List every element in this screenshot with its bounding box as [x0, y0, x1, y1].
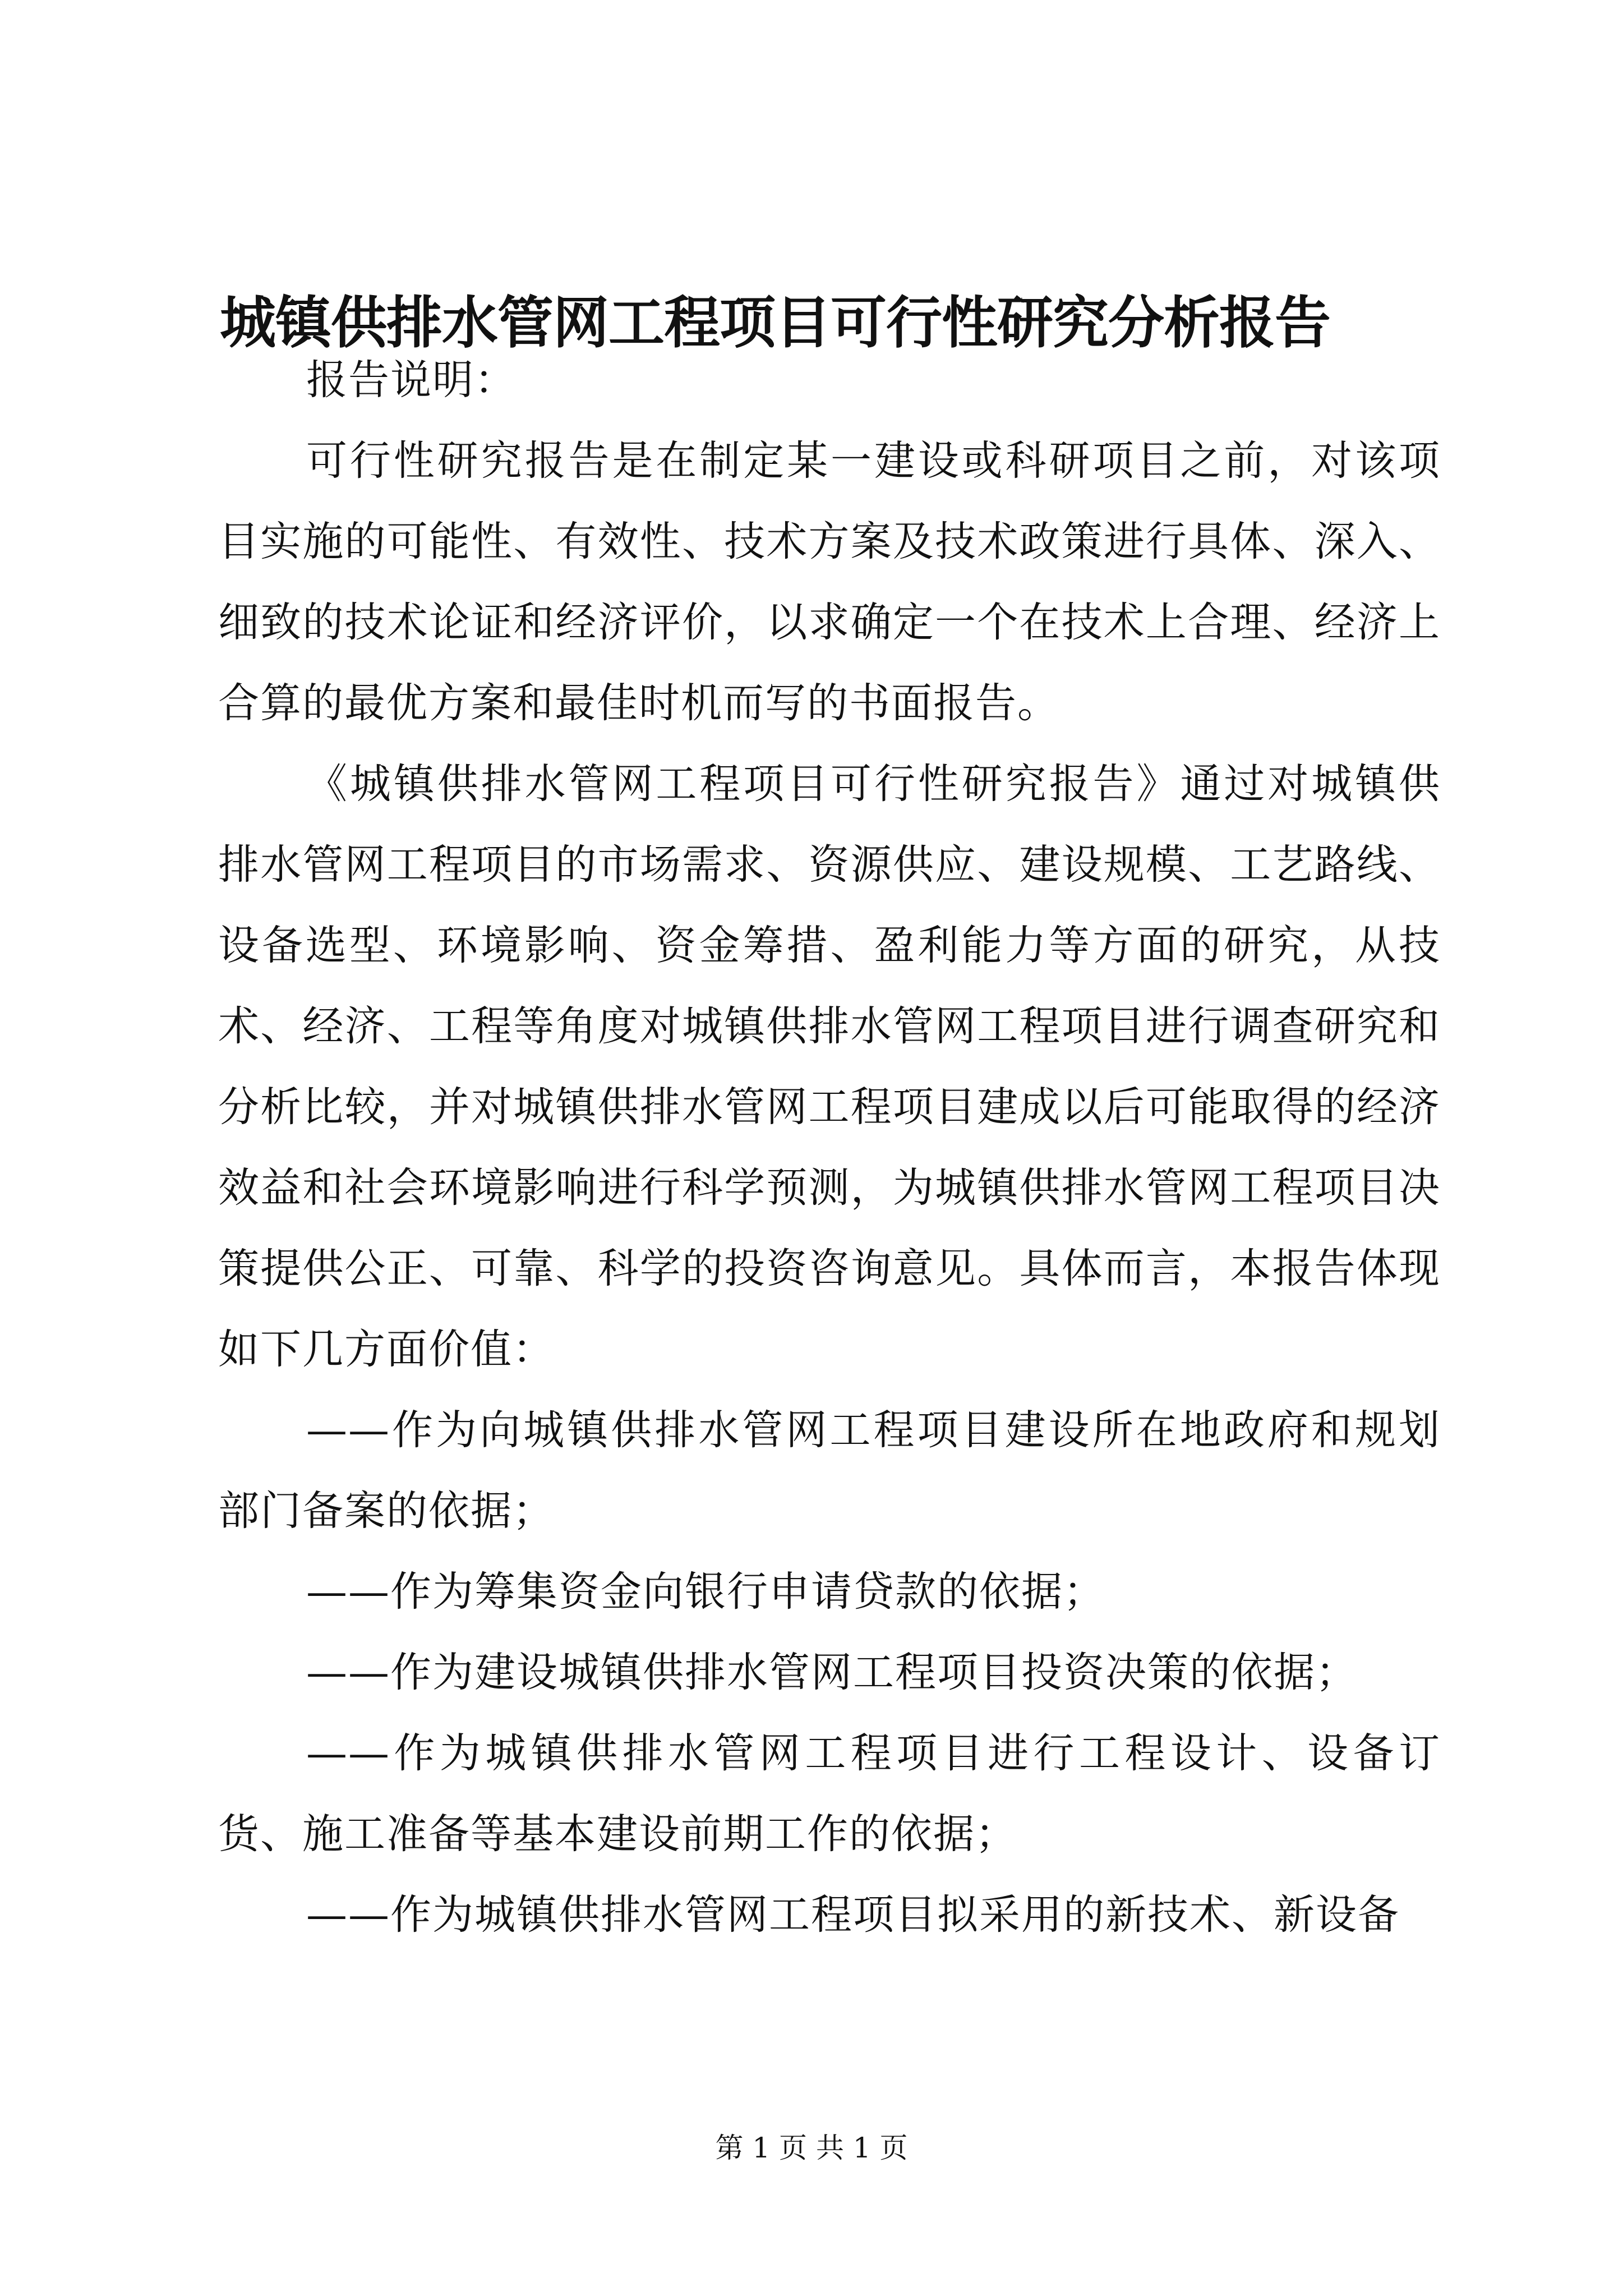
value-item-new-technology: ——作为城镇供排水管网工程项目拟采用的新技术、新设备	[306, 1891, 1400, 1939]
value-item-preconstruction-work: ——作为城镇供排水管网工程项目进行工程设计、设备订货、施工准备等基本建设前期工作的依据；	[218, 1729, 1441, 1858]
document-title: 城镇供排水管网工程项目可行性研究分析报告	[220, 289, 1330, 356]
document-body	[218, 340, 1441, 1955]
value-item-government-filing: ——作为向城镇供排水管网工程项目建设所在地政府和规划部门备案的依据；	[218, 1406, 1441, 1535]
page-number-footer: 第 1 页 共 1 页	[715, 2132, 908, 2164]
value-item-investment-decision: ——作为建设城镇供排水管网工程项目投资决策的依据；	[306, 1649, 1358, 1696]
report-overview-paragraph: 《城镇供排水管网工程项目可行性研究报告》通过对城镇供排水管网工程项目的市场需求、资源供应、建设规模、工艺路线、设备选型、环境影响、资金筹措、盈利能力等方面的研究，从技术、经济、工程等角度对城镇供排水管网工程项目进行调查研究和分析比较，并对城镇供排水管网工程项目建成以后可能取得的经济效益和社会环境影响进行科学预测，为城镇供排水管网工程项目决策提供公正、可靠、科学的投资咨询意见。具体而言，本报告体现如下几方面价值：	[218, 760, 1441, 1373]
report-description-heading: 报告说明：	[306, 356, 517, 404]
value-item-bank-loan: ——作为筹集资金向银行申请贷款的依据；	[306, 1568, 1105, 1616]
feasibility-definition-paragraph: 可行性研究报告是在制定某一建设或科研项目之前，对该项目实施的可能性、有效性、技术方案及技术政策进行具体、深入、细致的技术论证和经济评价，以求确定一个在技术上合理、经济上合算的最优方案和最佳时机而写的书面报告。	[218, 437, 1441, 727]
